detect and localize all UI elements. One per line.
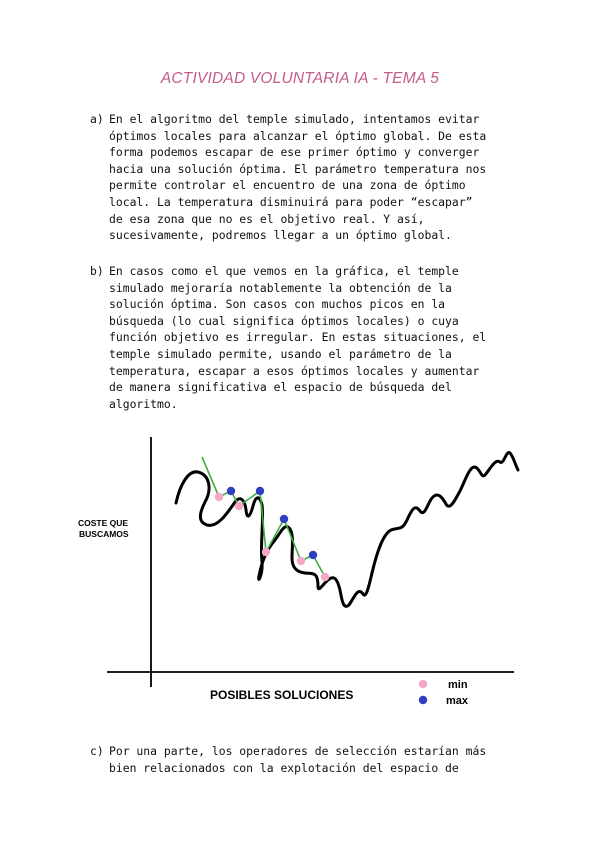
x-axis-label: POSIBLES SOLUCIONES: [210, 688, 354, 702]
paragraph-b-text: En casos como el que vemos en la gráfica, el temple simulado mejoraría notablemente la obtención de la solución óptima. Son casos con muchos picos en la búsqueda (lo cual significa óptimos locales) o cuya función objetivo es irregular. En estas situaciones, el temple simulado permite, usando el parámetro de la temperatura, escapar a esos óptimos locales y aumentar de manera significativa el espacio de búsqueda del algoritmo.: [109, 264, 487, 411]
legend-max-label: max: [446, 695, 469, 707]
max-point: [256, 487, 264, 495]
legend: [419, 679, 469, 707]
min-point: [321, 573, 329, 581]
page-title: ACTIVIDAD VOLUNTARIA IA - TEMA 5: [160, 70, 440, 87]
cost-curve: [176, 453, 518, 607]
paragraph-a-text: En el algoritmo del temple simulado, intentamos evitar óptimos locales para alcanzar el óptimo global. De esta forma podemos escapar de ese primer óptimo y converger hacia una solución óptima. El parámetro temperatura nos permite controlar el encuentro de una zona de óptimo local. La temperatura disminuirá para poder “escapar” de esa zona que no es el objetivo real. Y así, sucesivamente, podremos llegar a un óptimo global.: [109, 112, 487, 243]
legend-min-swatch: [419, 680, 427, 688]
paragraph-c: [90, 743, 530, 776]
max-point: [309, 551, 317, 559]
legend-min-label: min: [448, 679, 468, 691]
y-axis-label-line1: COSTE QUE: [78, 518, 129, 528]
legend-max-swatch: [419, 696, 427, 704]
min-point: [215, 493, 223, 501]
min-point: [297, 557, 305, 565]
max-point: [280, 515, 288, 523]
paragraph-a-marker: a): [90, 112, 104, 126]
paragraph-c-text: Por una parte, los operadores de selección estarían más bien relacionados con la explotación del espacio de: [109, 744, 487, 775]
min-point: [235, 502, 243, 510]
search-points: [215, 487, 329, 581]
y-axis-label-line2: BUSCAMOS: [79, 529, 129, 539]
min-point: [262, 548, 270, 556]
paragraph-b-marker: b): [90, 264, 104, 278]
max-point: [227, 487, 235, 495]
paragraph-c-marker: c): [90, 744, 104, 758]
